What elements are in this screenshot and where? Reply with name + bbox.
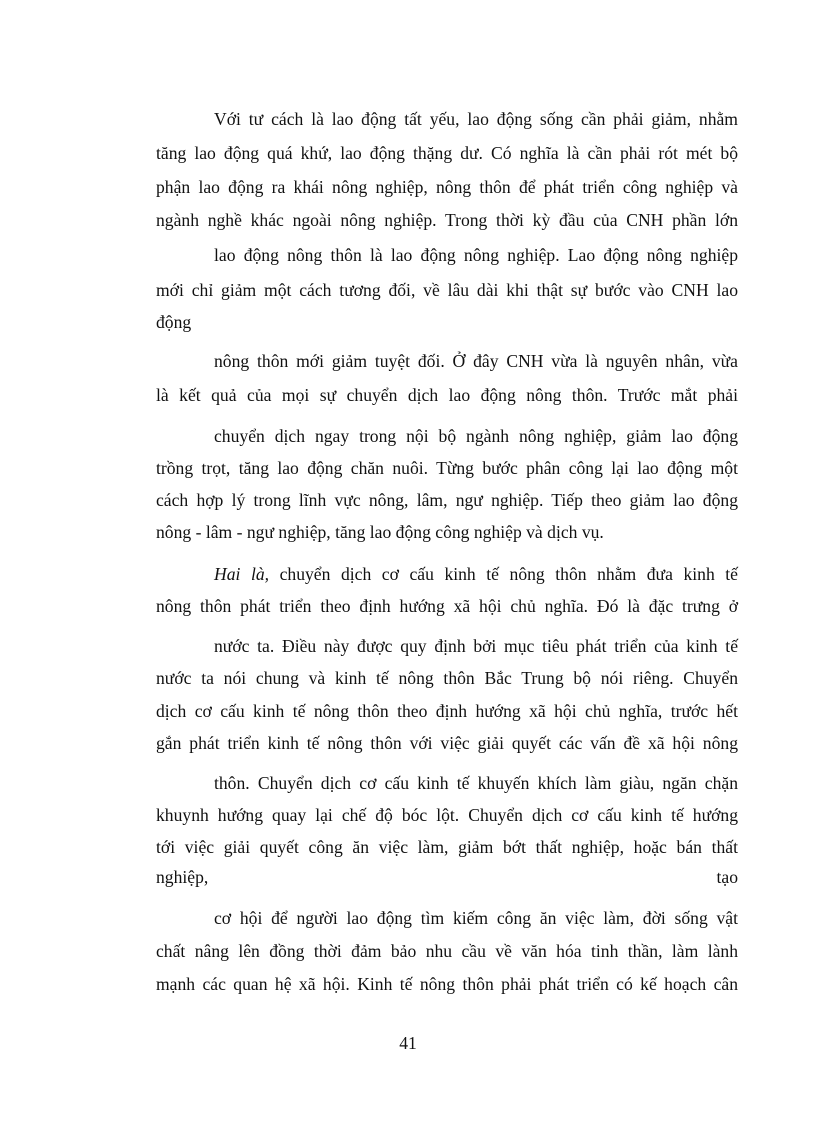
text-line: ngành nghề khác ngoài nông nghiệp. Trong thời kỳ đầu của CNH phần lớn bbox=[156, 210, 738, 230]
text-line-right: tạo bbox=[716, 867, 738, 887]
italic-lead: Hai là, bbox=[214, 564, 270, 584]
text-line: cơ hội để người lao động tìm kiếm công ăn việc làm, đời sống vật bbox=[214, 908, 738, 928]
text-line: động bbox=[156, 312, 192, 332]
text-line: trồng trọt, tăng lao động chăn nuôi. Từng bước phân công lại lao động một bbox=[156, 458, 738, 478]
text-line: nông thôn phát triển theo định hướng xã hội chủ nghĩa. Đó là đặc trưng ở bbox=[156, 596, 738, 616]
text-line-split bbox=[156, 866, 738, 888]
text-line: chất nâng lên đồng thời đảm bảo nhu cầu về văn hóa tinh thần, làm lành bbox=[156, 941, 738, 961]
text-line: chuyển dịch ngay trong nội bộ ngành nông nghiệp, giảm lao động bbox=[214, 426, 738, 446]
text-line: phận lao động ra khái nông nghiệp, nông thôn để phát triển công nghiệp và bbox=[156, 177, 738, 197]
text-line-italic-lead bbox=[214, 563, 738, 585]
text-line: nông - lâm - ngư nghiệp, tăng lao động công nghiệp và dịch vụ. bbox=[156, 522, 604, 542]
text-line: nước ta. Điều này được quy định bởi mục tiêu phát triển của kinh tế bbox=[214, 636, 738, 656]
text-line: mạnh các quan hệ xã hội. Kinh tế nông thôn phải phát triển có kế hoạch cân bbox=[156, 974, 738, 994]
text-line: Với tư cách là lao động tất yếu, lao động sống cần phải giảm, nhằm bbox=[214, 109, 738, 129]
text-line: nông thôn mới giảm tuyệt đối. Ở đây CNH vừa là nguyên nhân, vừa bbox=[214, 351, 738, 371]
text-line-rest: chuyển dịch cơ cấu kinh tế nông thôn nhằm đưa kinh tế bbox=[279, 564, 738, 584]
text-line: cách hợp lý trong lĩnh vực nông, lâm, ngư nghiệp. Tiếp theo giảm lao động bbox=[156, 490, 738, 510]
text-line: tăng lao động quá khứ, lao động thặng dư. Có nghĩa là cần phải rót mét bộ bbox=[156, 143, 738, 163]
text-line: dịch cơ cấu kinh tế nông thôn theo định hướng xã hội chủ nghĩa, trước hết bbox=[156, 701, 738, 721]
text-line: nước ta nói chung và kinh tế nông thôn Bắc Trung bộ nói riêng. Chuyển bbox=[156, 668, 738, 688]
text-line: tới việc giải quyết công ăn việc làm, giảm bớt thất nghiệp, hoặc bán thất bbox=[156, 837, 738, 857]
text-line: khuynh hướng quay lại chế độ bóc lột. Chuyển dịch cơ cấu kinh tế hướng bbox=[156, 805, 738, 825]
text-line-left: nghiệp, bbox=[156, 867, 209, 887]
text-line: mới chỉ giảm một cách tương đối, về lâu dài khi thật sự bước vào CNH lao bbox=[156, 280, 738, 300]
page-number: 41 bbox=[399, 1033, 417, 1053]
text-line: thôn. Chuyển dịch cơ cấu kinh tế khuyến khích làm giàu, ngăn chặn bbox=[214, 773, 738, 793]
text-line: lao động nông thôn là lao động nông nghiệp. Lao động nông nghiệp bbox=[214, 245, 738, 265]
text-line: là kết quả của mọi sự chuyển dịch lao động nông thôn. Trước mắt phải bbox=[156, 385, 738, 405]
text-line: gắn phát triển kinh tế nông thôn với việc giải quyết các vấn đề xã hội nông bbox=[156, 733, 738, 753]
